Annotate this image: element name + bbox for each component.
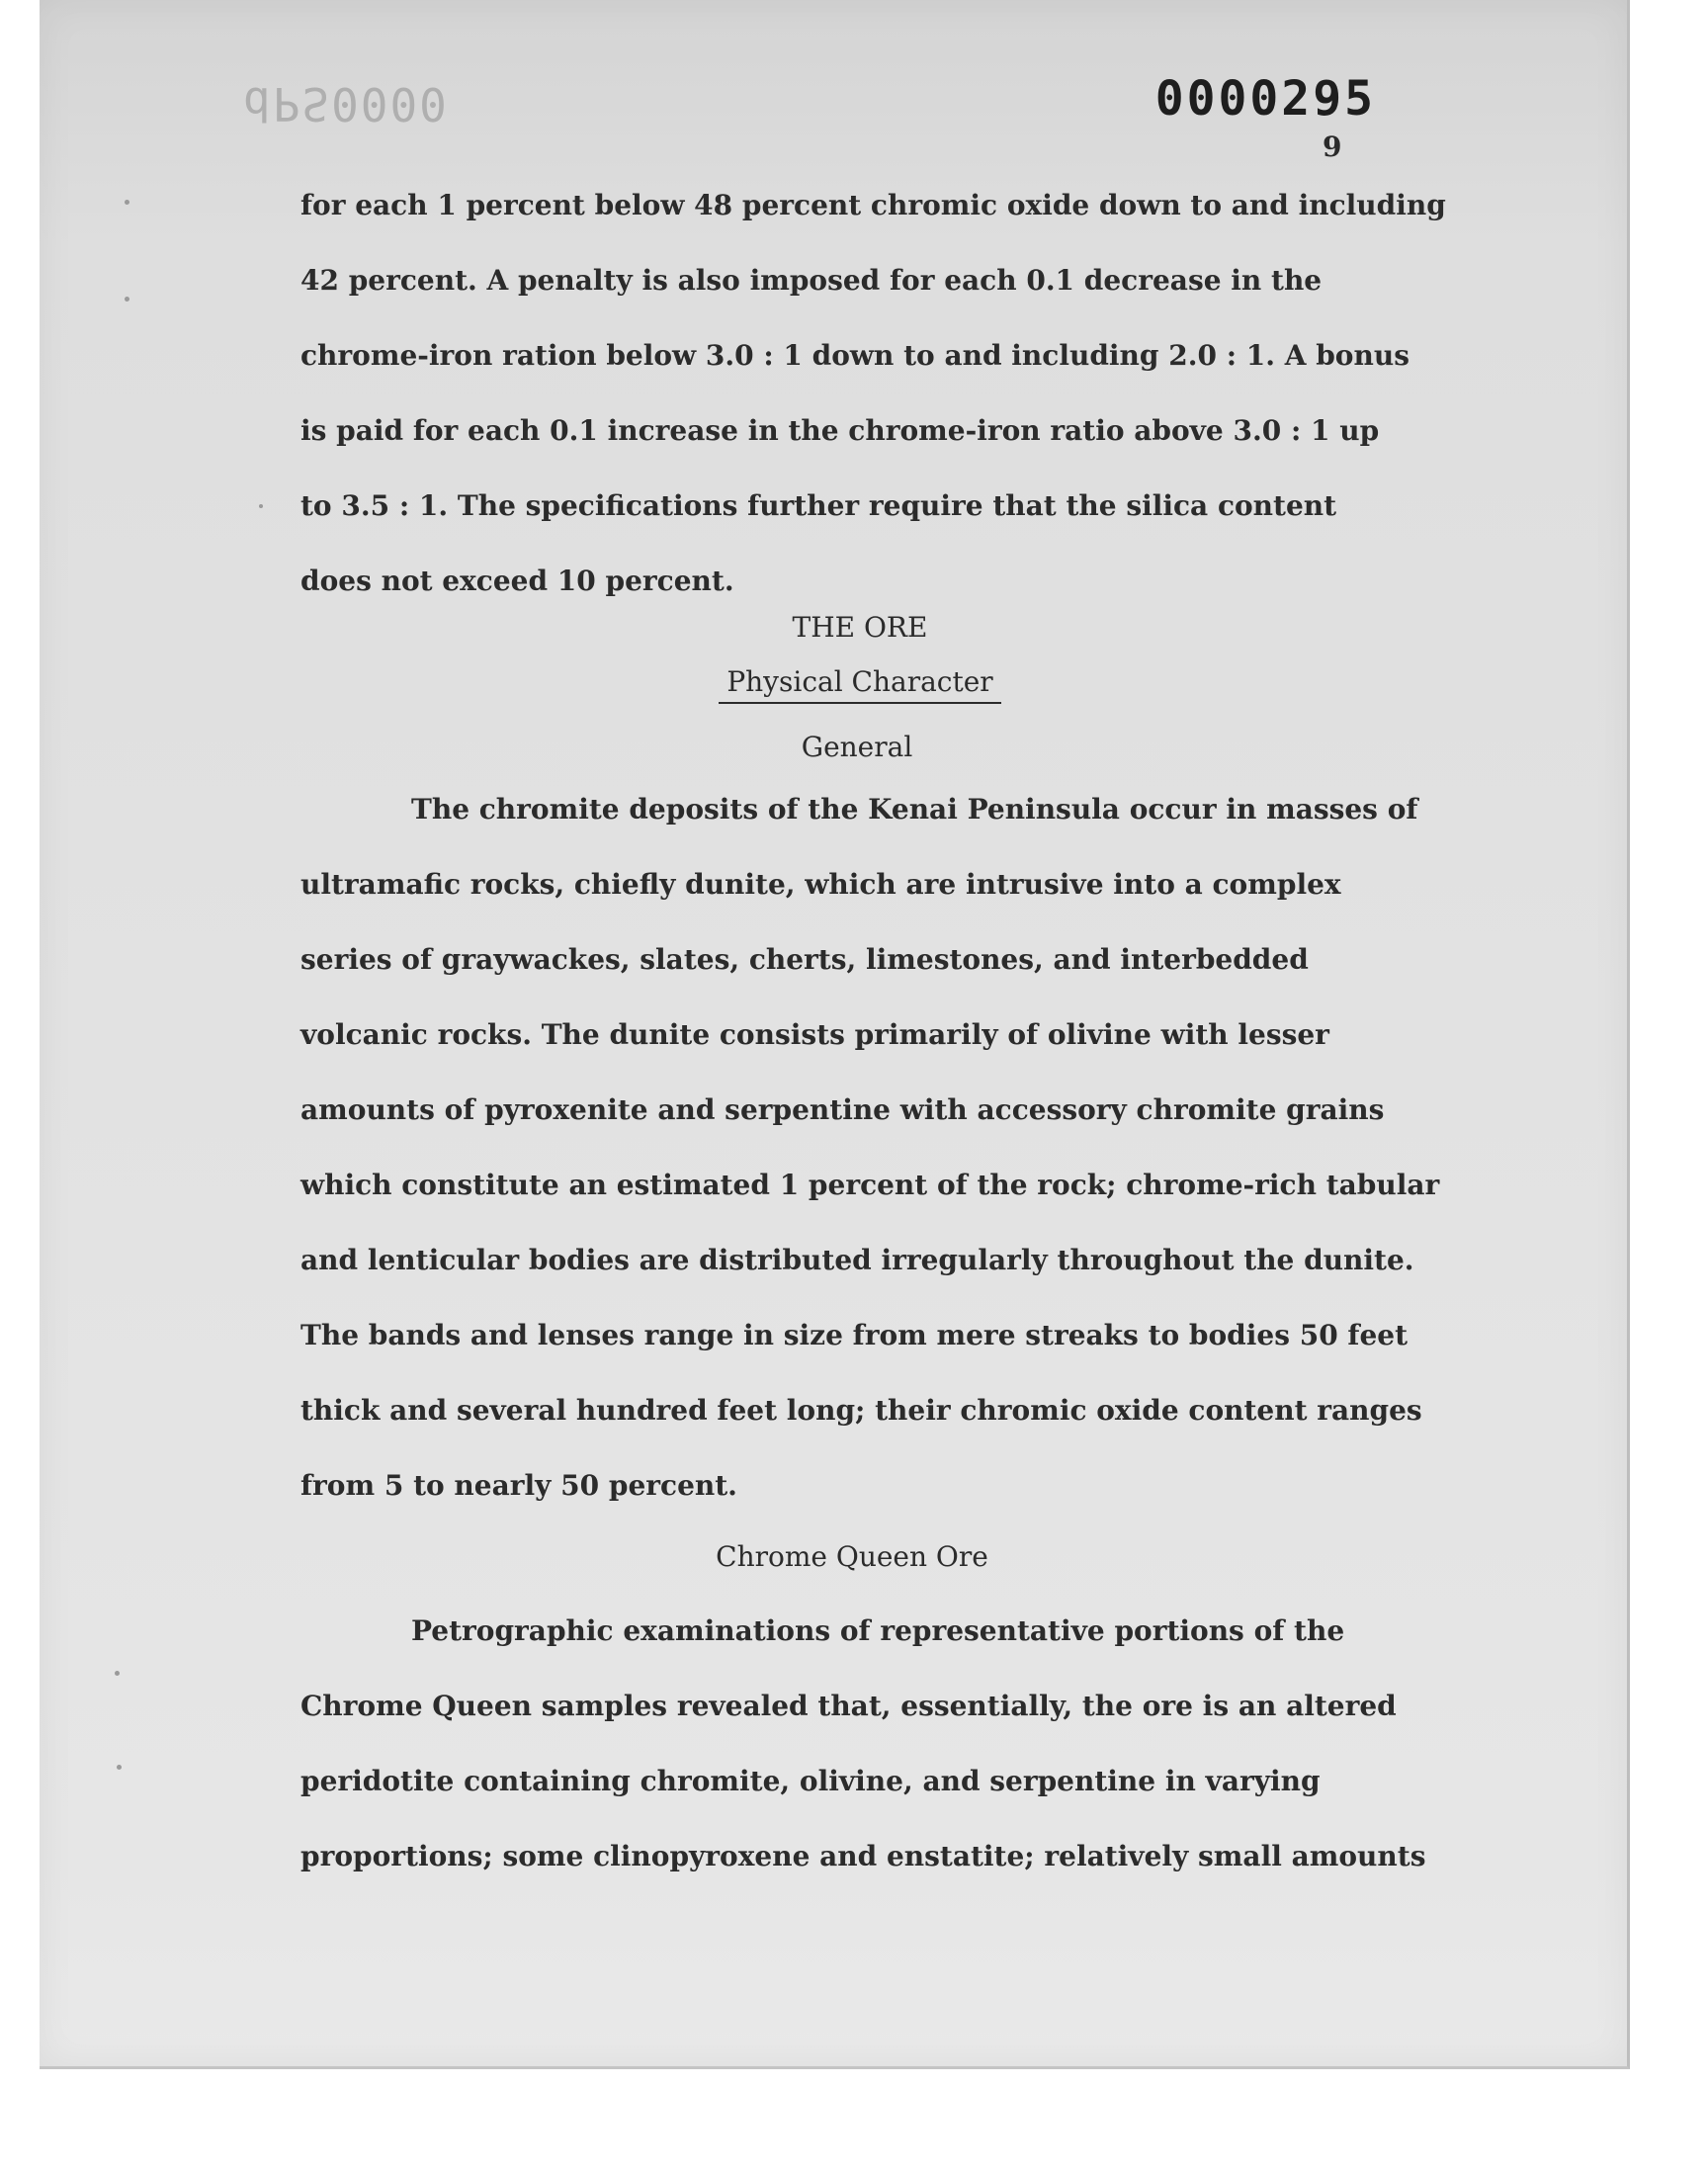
mirrored-stamp-number: dPS0000 — [243, 77, 449, 130]
text-line: chrome-iron ration below 3.0 : 1 down to and including 2.0 : 1. A bonus — [300, 339, 1409, 372]
document-control-number: 0000295 — [1154, 71, 1376, 127]
section-heading: THE ORE — [792, 611, 928, 644]
text-line: amounts of pyroxenite and serpentine with accessory chromite grains — [300, 1093, 1385, 1126]
text-line: peridotite containing chromite, olivine, and serpentine in varying — [300, 1765, 1321, 1797]
subsection-heading-text: Physical Character — [719, 665, 1000, 704]
text-line: for each 1 percent below 48 percent chromic oxide down to and including — [300, 189, 1446, 221]
sub-subsection-heading: General — [801, 731, 913, 763]
text-line: volcanic rocks. The dunite consists primarily of olivine with lesser — [300, 1018, 1329, 1051]
text-line: thick and several hundred feet long; their chromic oxide content ranges — [300, 1394, 1422, 1427]
scan-speck — [117, 1765, 122, 1770]
text-line: and lenticular bodies are distributed irregularly throughout the dunite. — [300, 1244, 1414, 1276]
text-line: from 5 to nearly 50 percent. — [300, 1469, 737, 1502]
subsection-heading — [514, 662, 1206, 702]
scan-speck — [115, 1671, 120, 1676]
text-line: which constitute an estimated 1 percent of the rock; chrome-rich tabular — [300, 1169, 1440, 1201]
text-line: Chrome Queen samples revealed that, essentially, the ore is an altered — [300, 1690, 1397, 1722]
text-line: proportions; some clinopyroxene and enstatite; relatively small amounts — [300, 1840, 1426, 1872]
text-line: is paid for each 0.1 increase in the chrome-iron ratio above 3.0 : 1 up — [300, 414, 1380, 447]
scan-speck — [125, 200, 129, 205]
text-line: to 3.5 : 1. The specifications further require that the silica content — [300, 489, 1337, 522]
scan-speck — [125, 297, 129, 302]
text-line: The chromite deposits of the Kenai Peninsula occur in masses of — [411, 793, 1418, 826]
text-line: 42 percent. A penalty is also imposed for each 0.1 decrease in the — [300, 264, 1323, 297]
chrome-queen-heading: Chrome Queen Ore — [716, 1540, 988, 1573]
page-number: 9 — [1323, 130, 1342, 163]
text-line: ultramafic rocks, chiefly dunite, which are intrusive into a complex — [300, 868, 1341, 901]
scan-speck — [259, 504, 263, 508]
text-line: Petrographic examinations of representative portions of the — [411, 1614, 1345, 1647]
text-line: The bands and lenses range in size from mere streaks to bodies 50 feet — [300, 1319, 1409, 1351]
text-line: does not exceed 10 percent. — [300, 565, 734, 597]
text-line: series of graywackes, slates, cherts, limestones, and interbedded — [300, 943, 1309, 976]
